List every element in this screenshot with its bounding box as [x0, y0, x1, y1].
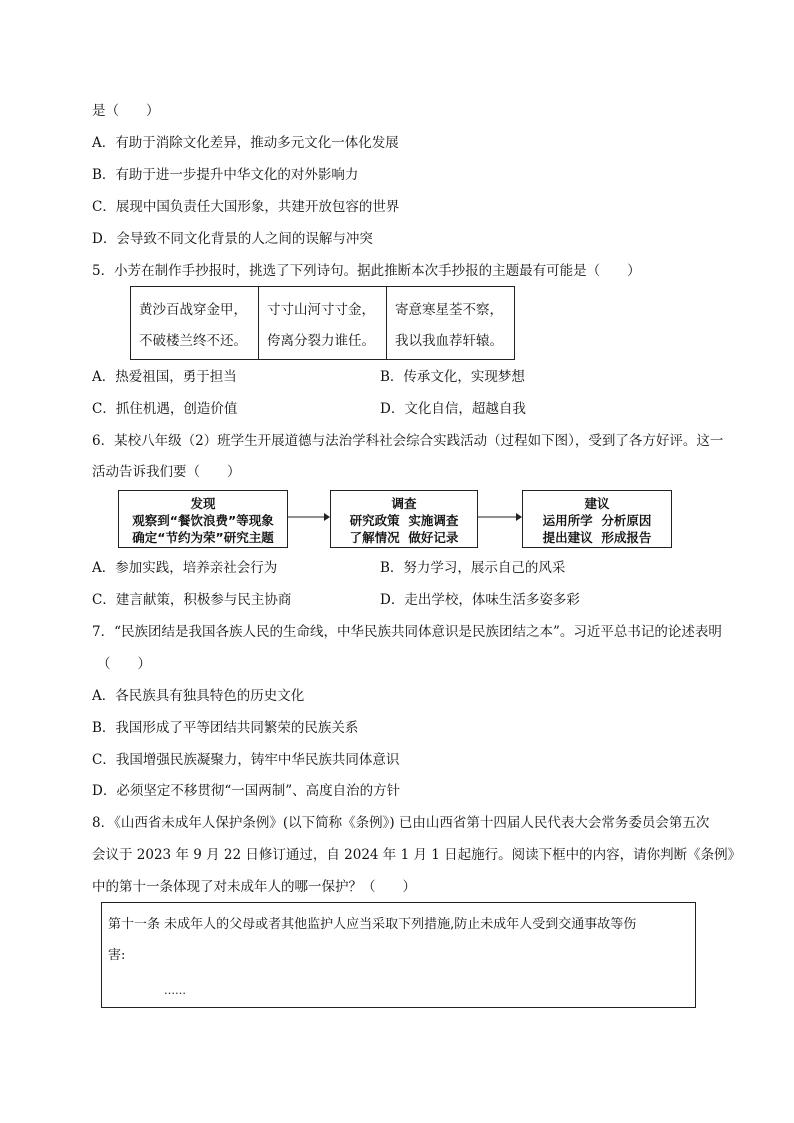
- q4-option-c: C．展现中国负责任大国形象，共建开放包容的世界: [92, 199, 400, 215]
- quote-line: 害:: [108, 948, 126, 963]
- q8-stem-line2: 会议于 2023 年 9 月 22 日修订通过，自 2024 年 1 月 1 日起施行。阅读下框中的内容，请你判断《条例》: [92, 847, 742, 863]
- q5-option-d: D．文化自信，超越自我: [380, 401, 526, 417]
- q5-option-c: C．抓住机遇，创造价值: [92, 401, 238, 417]
- flow-box-discover: [118, 490, 288, 548]
- q6-stem-line1: 6．某校八年级（2）班学生开展道德与法治学科社会综合实践活动（过程如下图），受到了各方好评。这一: [92, 433, 724, 449]
- flow-box-line: 提出建议 形成报告: [542, 530, 652, 545]
- flow-box-line: 确定“节约为荣”研究主题: [132, 530, 274, 545]
- q5-option-a: A．热爱祖国，勇于担当: [92, 369, 237, 385]
- quote-line: 第十一条 未成年人的父母或者其他监护人应当采取下列措施,防止未成年人受到交通事故等伤: [108, 917, 637, 932]
- flow-box-title: 建议: [584, 496, 610, 511]
- q6-option-a: A．参加实践，培养亲社会行为: [92, 560, 278, 576]
- flow-arrow-icon: [288, 511, 330, 523]
- q4-option-a: A．有助于消除文化差异，推动多元文化一体化发展: [92, 135, 399, 151]
- flow-box-line: 观察到“餐饮浪费”等现象: [132, 513, 274, 528]
- poem-cell: [387, 287, 514, 359]
- q5-option-b: B．传承文化，实现梦想: [380, 369, 525, 385]
- q8-stem-line3: 中的第十一条体现了对未成年人的哪一保护？（ ）: [92, 879, 416, 895]
- poem-line: 寸寸山河寸寸金，: [267, 302, 375, 318]
- q6-stem-line2: 活动告诉我们要（ ）: [92, 464, 241, 480]
- q7-stem-line1: 7．“民族团结是我国各族人民的生命线，中华民族共同体意识是民族团结之本”。习近平总书记的论述表明: [92, 624, 722, 640]
- q7-option-d: D．必须坚定不移贯彻“一国两制”、高度自治的方针: [92, 783, 401, 799]
- flow-box-investigate: [330, 490, 478, 548]
- poem-cell: [131, 287, 259, 359]
- flow-box-line: 运用所学 分析原因: [542, 513, 652, 528]
- poem-line: 寄意寒星荃不察，: [395, 302, 503, 318]
- q7-stem-line2: （ ）: [97, 656, 151, 672]
- flow-box-line: 了解情况 做好记录: [349, 530, 459, 545]
- poem-line: 黄沙百战穿金甲，: [139, 302, 247, 318]
- quote-ellipsis: ……: [164, 984, 186, 997]
- q6-option-c: C．建言献策，积极参与民主协商: [92, 592, 292, 608]
- poem-cell: [259, 287, 387, 359]
- q8-quote-box: [101, 902, 696, 1008]
- q4-option-d: D．会导致不同文化背景的人之间的误解与冲突: [92, 231, 373, 247]
- q5-poem-table: [130, 286, 515, 360]
- q4-stem-tail: 是（ ）: [92, 103, 160, 119]
- flow-box-title: 调查: [391, 496, 417, 511]
- q7-option-c: C．我国增强民族凝聚力，铸牢中华民族共同体意识: [92, 752, 400, 768]
- poem-line: 我以我血荐轩辕。: [395, 333, 503, 349]
- q4-option-b: B．有助于进一步提升中华文化的对外影响力: [92, 167, 359, 183]
- flow-box-line: 研究政策 实施调查: [349, 513, 459, 528]
- q6-option-d: D．走出学校，体味生活多姿多彩: [380, 592, 580, 608]
- poem-line: 不破楼兰终不还。: [139, 333, 247, 349]
- q7-option-a: A．各民族具有独具特色的历史文化: [92, 688, 305, 704]
- q6-option-b: B．努力学习，展示自己的风采: [380, 560, 566, 576]
- flow-box-suggest: [522, 490, 672, 548]
- flow-arrow-icon: [478, 511, 522, 523]
- poem-line: 侉离分裂力谁任。: [267, 333, 375, 349]
- q8-stem-line1: 8．《山西省未成年人保护条例》(以下简称《条例》) 已由山西省第十四届人民代表大会常务委员会第五次: [92, 815, 710, 831]
- flow-box-title: 发现: [190, 496, 216, 511]
- q7-option-b: B．我国形成了平等团结共同繁荣的民族关系: [92, 720, 359, 736]
- q5-stem: 5．小芳在制作手抄报时，挑选了下列诗句。据此推断本次手抄报的主题最有可能是（ ）: [92, 263, 641, 279]
